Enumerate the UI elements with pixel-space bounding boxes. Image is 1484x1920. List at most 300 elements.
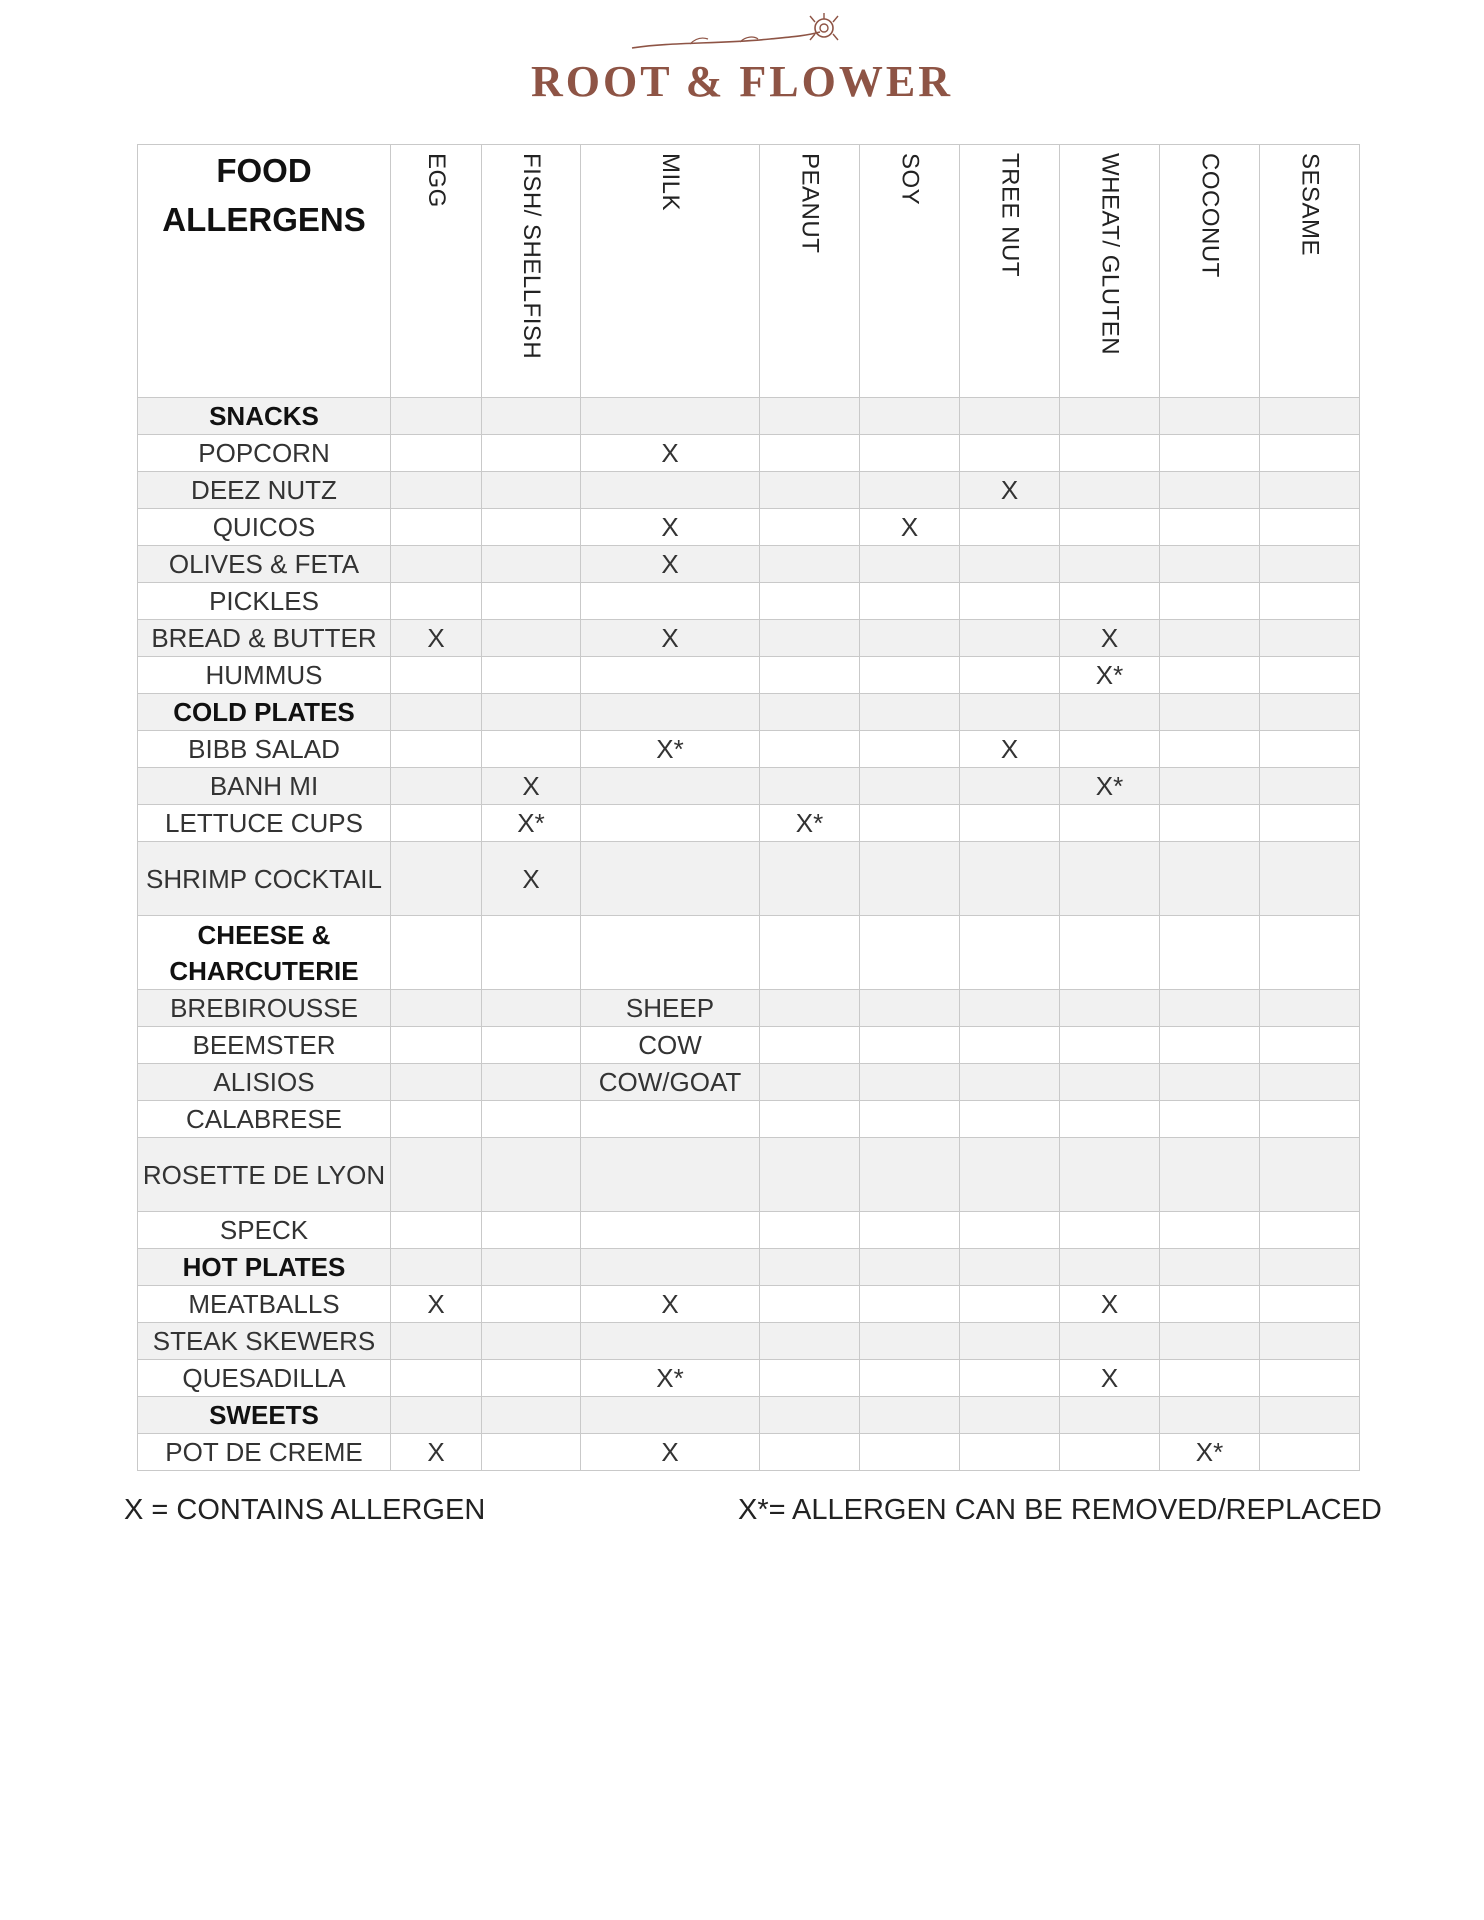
allergen-cell: X bbox=[860, 509, 960, 546]
allergen-cell bbox=[960, 1397, 1060, 1434]
allergen-cell bbox=[1260, 546, 1360, 583]
allergen-cell bbox=[581, 1138, 760, 1212]
menu-item-name: DEEZ NUTZ bbox=[138, 472, 391, 509]
allergen-cell bbox=[760, 916, 860, 990]
column-header-label: SESAME bbox=[1296, 153, 1324, 257]
allergen-cell bbox=[860, 1397, 960, 1434]
corner-title-line: ALLERGENS bbox=[162, 201, 366, 238]
allergen-cell bbox=[482, 1101, 581, 1138]
section-title: COLD PLATES bbox=[138, 694, 391, 731]
column-header-coconut bbox=[1160, 145, 1260, 398]
allergen-cell bbox=[391, 398, 482, 435]
allergen-cell bbox=[391, 768, 482, 805]
menu-item-name: QUICOS bbox=[138, 509, 391, 546]
allergen-cell bbox=[760, 583, 860, 620]
allergen-cell bbox=[482, 1434, 581, 1471]
allergen-cell bbox=[760, 731, 860, 768]
allergen-cell bbox=[1160, 657, 1260, 694]
legend-removable: X*= ALLERGEN CAN BE REMOVED/REPLACED bbox=[738, 1494, 1382, 1526]
allergen-cell: X bbox=[482, 768, 581, 805]
allergen-cell bbox=[1160, 731, 1260, 768]
allergen-cell bbox=[391, 435, 482, 472]
allergen-cell: X bbox=[391, 1286, 482, 1323]
allergen-cell bbox=[581, 1249, 760, 1286]
allergen-cell bbox=[581, 768, 760, 805]
allergen-cell bbox=[960, 1101, 1060, 1138]
allergen-cell: X bbox=[581, 509, 760, 546]
column-header-milk bbox=[581, 145, 760, 398]
allergen-cell bbox=[1260, 657, 1360, 694]
allergen-cell bbox=[1260, 398, 1360, 435]
allergen-cell bbox=[1160, 546, 1260, 583]
allergen-cell bbox=[860, 990, 960, 1027]
table-row bbox=[138, 1323, 1360, 1360]
allergen-cell bbox=[1160, 990, 1260, 1027]
column-header-label: PEANUT bbox=[796, 153, 824, 254]
table-row bbox=[138, 657, 1360, 694]
allergen-cell bbox=[391, 694, 482, 731]
allergen-cell bbox=[391, 842, 482, 916]
allergen-cell bbox=[860, 1286, 960, 1323]
allergen-cell bbox=[1060, 398, 1160, 435]
allergen-cell bbox=[960, 546, 1060, 583]
allergen-cell bbox=[482, 398, 581, 435]
allergen-cell bbox=[860, 583, 960, 620]
allergen-cell bbox=[860, 1434, 960, 1471]
allergen-cell bbox=[581, 1323, 760, 1360]
allergen-cell bbox=[391, 657, 482, 694]
allergen-cell bbox=[1160, 1323, 1260, 1360]
allergen-cell bbox=[860, 546, 960, 583]
menu-item-name: PICKLES bbox=[138, 583, 391, 620]
allergen-cell bbox=[1160, 1027, 1260, 1064]
allergen-cell: X bbox=[391, 620, 482, 657]
allergen-cell bbox=[482, 435, 581, 472]
allergen-cell bbox=[1160, 1064, 1260, 1101]
allergen-cell bbox=[391, 1027, 482, 1064]
allergen-cell bbox=[482, 1249, 581, 1286]
allergen-cell bbox=[391, 1360, 482, 1397]
allergen-cell bbox=[1060, 990, 1160, 1027]
section-row bbox=[138, 694, 1360, 731]
allergen-cell bbox=[391, 1212, 482, 1249]
allergen-cell bbox=[391, 916, 482, 990]
allergen-cell bbox=[960, 1360, 1060, 1397]
section-row bbox=[138, 1249, 1360, 1286]
allergen-cell bbox=[391, 1397, 482, 1434]
table-row bbox=[138, 1434, 1360, 1471]
allergen-cell bbox=[760, 1434, 860, 1471]
allergen-cell bbox=[391, 509, 482, 546]
allergen-cell bbox=[482, 1360, 581, 1397]
allergen-cell: COW/GOAT bbox=[581, 1064, 760, 1101]
allergen-cell bbox=[1260, 1434, 1360, 1471]
allergen-cell bbox=[760, 1064, 860, 1101]
allergen-cell bbox=[960, 1212, 1060, 1249]
allergen-cell bbox=[1160, 1138, 1260, 1212]
allergen-cell: X bbox=[1060, 620, 1160, 657]
allergen-cell bbox=[960, 1249, 1060, 1286]
column-header-egg bbox=[391, 145, 482, 398]
menu-item-name: SPECK bbox=[138, 1212, 391, 1249]
allergen-cell bbox=[1160, 435, 1260, 472]
allergen-cell bbox=[860, 1101, 960, 1138]
allergen-cell bbox=[960, 1286, 1060, 1323]
allergen-cell bbox=[1260, 805, 1360, 842]
table-row bbox=[138, 583, 1360, 620]
allergen-cell bbox=[760, 1249, 860, 1286]
allergen-cell bbox=[1060, 916, 1160, 990]
allergen-cell bbox=[1160, 768, 1260, 805]
allergen-cell bbox=[1060, 1138, 1160, 1212]
allergen-cell bbox=[760, 472, 860, 509]
allergen-cell bbox=[391, 472, 482, 509]
allergen-cell bbox=[1060, 435, 1160, 472]
allergen-cell bbox=[860, 1323, 960, 1360]
allergen-cell bbox=[391, 990, 482, 1027]
allergen-cell bbox=[760, 990, 860, 1027]
column-header-soy bbox=[860, 145, 960, 398]
allergen-cell bbox=[1260, 1101, 1360, 1138]
allergen-cell bbox=[581, 1212, 760, 1249]
allergen-cell bbox=[482, 1323, 581, 1360]
allergen-cell bbox=[960, 620, 1060, 657]
allergen-cell: X bbox=[581, 1286, 760, 1323]
allergen-cell bbox=[1060, 1212, 1160, 1249]
allergen-cell: X bbox=[960, 731, 1060, 768]
menu-item-name: BREBIROUSSE bbox=[138, 990, 391, 1027]
allergen-cell bbox=[391, 805, 482, 842]
allergen-cell bbox=[760, 842, 860, 916]
allergen-cell bbox=[482, 1397, 581, 1434]
allergen-cell bbox=[1060, 546, 1160, 583]
brand-name: ROOT & FLOWER bbox=[530, 57, 953, 106]
allergen-cell bbox=[860, 916, 960, 990]
allergen-cell bbox=[1260, 435, 1360, 472]
allergen-cell: X bbox=[581, 620, 760, 657]
allergen-cell bbox=[581, 657, 760, 694]
allergen-cell bbox=[391, 1064, 482, 1101]
allergen-cell bbox=[482, 990, 581, 1027]
allergen-cell bbox=[581, 805, 760, 842]
allergen-cell bbox=[1260, 1027, 1360, 1064]
table-row bbox=[138, 509, 1360, 546]
menu-item-name: OLIVES & FETA bbox=[138, 546, 391, 583]
table-row bbox=[138, 1101, 1360, 1138]
allergen-cell bbox=[960, 1138, 1060, 1212]
allergen-cell bbox=[482, 694, 581, 731]
allergen-cell bbox=[1260, 1323, 1360, 1360]
allergen-cell bbox=[760, 1027, 860, 1064]
allergen-cell bbox=[860, 657, 960, 694]
allergen-cell bbox=[1160, 842, 1260, 916]
allergen-cell bbox=[860, 398, 960, 435]
allergen-cell bbox=[860, 768, 960, 805]
allergen-cell bbox=[482, 620, 581, 657]
allergen-cell bbox=[1260, 916, 1360, 990]
menu-item-name: QUESADILLA bbox=[138, 1360, 391, 1397]
table-body bbox=[138, 398, 1360, 1471]
menu-item-name: STEAK SKEWERS bbox=[138, 1323, 391, 1360]
table-row bbox=[138, 1064, 1360, 1101]
menu-item-name: ROSETTE DE LYON bbox=[138, 1138, 391, 1212]
allergen-cell bbox=[860, 731, 960, 768]
allergen-cell bbox=[482, 472, 581, 509]
menu-item-name: POPCORN bbox=[138, 435, 391, 472]
allergen-cell bbox=[760, 1360, 860, 1397]
table-row bbox=[138, 1138, 1360, 1212]
allergen-cell bbox=[482, 509, 581, 546]
allergen-cell bbox=[1260, 1064, 1360, 1101]
allergen-cell bbox=[760, 1138, 860, 1212]
allergen-cell bbox=[482, 657, 581, 694]
allergen-cell: X bbox=[581, 435, 760, 472]
allergen-cell bbox=[1160, 398, 1260, 435]
allergen-cell bbox=[1160, 694, 1260, 731]
allergen-cell bbox=[482, 1027, 581, 1064]
column-header-label: WHEAT/ GLUTEN bbox=[1096, 153, 1124, 356]
allergen-cell: X* bbox=[581, 731, 760, 768]
allergen-cell bbox=[960, 916, 1060, 990]
allergen-cell bbox=[960, 435, 1060, 472]
allergen-cell bbox=[860, 435, 960, 472]
allergen-cell bbox=[960, 842, 1060, 916]
allergen-cell: X bbox=[581, 546, 760, 583]
allergen-cell bbox=[1260, 1360, 1360, 1397]
menu-item-name: LETTUCE CUPS bbox=[138, 805, 391, 842]
column-header-label: TREE NUT bbox=[996, 153, 1024, 277]
allergen-cell bbox=[1060, 1323, 1160, 1360]
allergen-cell bbox=[1160, 1249, 1260, 1286]
allergen-cell bbox=[1160, 1101, 1260, 1138]
allergen-cell bbox=[1060, 1434, 1160, 1471]
table-row bbox=[138, 1360, 1360, 1397]
corner-title-line: FOOD bbox=[216, 152, 312, 189]
allergen-cell bbox=[1160, 805, 1260, 842]
allergen-cell bbox=[391, 583, 482, 620]
allergen-cell bbox=[1260, 1138, 1360, 1212]
allergen-cell bbox=[760, 1397, 860, 1434]
menu-item-name: BEEMSTER bbox=[138, 1027, 391, 1064]
column-header-sesame bbox=[1260, 145, 1360, 398]
allergen-cell bbox=[1260, 620, 1360, 657]
allergen-cell bbox=[391, 1138, 482, 1212]
allergen-cell: X bbox=[1060, 1286, 1160, 1323]
section-row bbox=[138, 1397, 1360, 1434]
allergen-cell bbox=[1160, 1397, 1260, 1434]
column-header-tree-nut bbox=[960, 145, 1060, 398]
menu-item-name: ALISIOS bbox=[138, 1064, 391, 1101]
allergen-cell bbox=[960, 1434, 1060, 1471]
allergen-cell bbox=[1060, 731, 1160, 768]
allergen-cell bbox=[860, 1212, 960, 1249]
menu-item-name: BIBB SALAD bbox=[138, 731, 391, 768]
allergen-cell bbox=[860, 1027, 960, 1064]
allergen-cell bbox=[960, 805, 1060, 842]
allergen-cell bbox=[860, 1249, 960, 1286]
header-row bbox=[138, 145, 1360, 398]
allergen-cell bbox=[1260, 583, 1360, 620]
allergen-cell bbox=[1160, 509, 1260, 546]
allergen-cell bbox=[1260, 1397, 1360, 1434]
allergen-cell bbox=[860, 620, 960, 657]
allergen-cell bbox=[960, 1027, 1060, 1064]
allergen-cell bbox=[1060, 805, 1160, 842]
allergen-cell bbox=[860, 694, 960, 731]
allergen-cell bbox=[760, 620, 860, 657]
allergen-cell bbox=[760, 398, 860, 435]
allergen-cell: X* bbox=[1060, 657, 1160, 694]
allergen-cell: X bbox=[391, 1434, 482, 1471]
allergen-cell: X bbox=[482, 842, 581, 916]
allergen-cell bbox=[1160, 472, 1260, 509]
section-title: SWEETS bbox=[138, 1397, 391, 1434]
allergen-cell bbox=[860, 1064, 960, 1101]
allergen-cell bbox=[1260, 472, 1360, 509]
allergen-cell: COW bbox=[581, 1027, 760, 1064]
allergen-cell bbox=[1060, 842, 1160, 916]
allergen-cell: X bbox=[581, 1434, 760, 1471]
allergen-cell bbox=[960, 583, 1060, 620]
allergen-cell bbox=[1160, 583, 1260, 620]
allergen-cell bbox=[1260, 1249, 1360, 1286]
allergen-cell bbox=[1260, 694, 1360, 731]
allergen-cell bbox=[760, 768, 860, 805]
allergen-cell bbox=[860, 1360, 960, 1397]
table-row bbox=[138, 842, 1360, 916]
legend-contains: X = CONTAINS ALLERGEN bbox=[124, 1494, 486, 1526]
allergen-cell bbox=[1260, 1286, 1360, 1323]
allergen-cell bbox=[482, 916, 581, 990]
allergen-cell bbox=[760, 435, 860, 472]
table-row bbox=[138, 1286, 1360, 1323]
allergen-cell bbox=[1160, 916, 1260, 990]
table-row bbox=[138, 620, 1360, 657]
allergen-cell bbox=[482, 583, 581, 620]
allergen-cell bbox=[482, 1064, 581, 1101]
allergen-cell bbox=[391, 546, 482, 583]
allergen-cell: X bbox=[1060, 1360, 1160, 1397]
allergen-cell: X* bbox=[581, 1360, 760, 1397]
allergen-cell bbox=[760, 1286, 860, 1323]
allergen-cell: X* bbox=[1060, 768, 1160, 805]
allergen-cell bbox=[1260, 768, 1360, 805]
allergen-cell bbox=[482, 1138, 581, 1212]
allergen-cell bbox=[960, 1064, 1060, 1101]
allergen-cell bbox=[760, 546, 860, 583]
column-header-wheat-gluten bbox=[1060, 145, 1160, 398]
section-row bbox=[138, 916, 1360, 990]
allergen-cell bbox=[1060, 509, 1160, 546]
allergen-cell bbox=[1060, 1249, 1160, 1286]
allergen-cell: X* bbox=[1160, 1434, 1260, 1471]
allergen-cell bbox=[960, 768, 1060, 805]
allergen-cell bbox=[1060, 1101, 1160, 1138]
allergen-cell: X* bbox=[482, 805, 581, 842]
allergen-cell bbox=[391, 1101, 482, 1138]
allergen-cell bbox=[581, 398, 760, 435]
menu-item-name: CALABRESE bbox=[138, 1101, 391, 1138]
allergen-cell bbox=[1260, 509, 1360, 546]
allergen-cell bbox=[581, 1397, 760, 1434]
menu-item-name: POT DE CREME bbox=[138, 1434, 391, 1471]
column-header-label: EGG bbox=[423, 153, 450, 208]
table-row bbox=[138, 768, 1360, 805]
allergen-cell bbox=[960, 657, 1060, 694]
column-header-fish-shellfish bbox=[482, 145, 581, 398]
allergen-cell bbox=[960, 694, 1060, 731]
allergen-cell bbox=[760, 657, 860, 694]
allergen-cell: SHEEP bbox=[581, 990, 760, 1027]
table-row bbox=[138, 472, 1360, 509]
allergen-cell bbox=[860, 805, 960, 842]
allergen-cell bbox=[760, 509, 860, 546]
allergen-cell bbox=[482, 1212, 581, 1249]
allergen-cell bbox=[581, 1101, 760, 1138]
allergen-cell bbox=[860, 1138, 960, 1212]
column-header-label: SOY bbox=[896, 153, 924, 206]
allergen-cell bbox=[391, 1323, 482, 1360]
allergen-cell bbox=[760, 1212, 860, 1249]
allergen-cell bbox=[1060, 1027, 1160, 1064]
table-row bbox=[138, 1212, 1360, 1249]
column-header-label: COCONUT bbox=[1196, 153, 1224, 278]
allergen-cell bbox=[1060, 583, 1160, 620]
corner-title bbox=[138, 145, 391, 398]
allergen-cell bbox=[760, 1101, 860, 1138]
table-row bbox=[138, 990, 1360, 1027]
section-title: CHEESE & CHARCUTERIE bbox=[138, 916, 391, 990]
allergen-cell bbox=[960, 509, 1060, 546]
allergen-cell bbox=[391, 1249, 482, 1286]
section-row bbox=[138, 398, 1360, 435]
allergen-cell bbox=[960, 1323, 1060, 1360]
allergen-cell bbox=[1060, 1397, 1160, 1434]
allergen-cell bbox=[581, 472, 760, 509]
allergen-cell bbox=[1260, 990, 1360, 1027]
allergen-cell bbox=[482, 546, 581, 583]
column-header-label: MILK bbox=[657, 153, 684, 212]
table-row bbox=[138, 435, 1360, 472]
allergen-cell bbox=[1160, 620, 1260, 657]
allergen-cell bbox=[860, 842, 960, 916]
allergen-cell bbox=[581, 583, 760, 620]
allergen-cell bbox=[1060, 472, 1160, 509]
table-row bbox=[138, 1027, 1360, 1064]
allergen-cell bbox=[1060, 1064, 1160, 1101]
allergen-cell bbox=[960, 398, 1060, 435]
table-row bbox=[138, 731, 1360, 768]
allergen-cell: X* bbox=[760, 805, 860, 842]
menu-item-name: SHRIMP COCKTAIL bbox=[138, 842, 391, 916]
flower-stem-icon bbox=[630, 12, 840, 56]
allergen-cell bbox=[1160, 1212, 1260, 1249]
section-title: SNACKS bbox=[138, 398, 391, 435]
allergen-cell bbox=[1260, 842, 1360, 916]
allergen-cell bbox=[960, 990, 1060, 1027]
allergen-cell bbox=[760, 694, 860, 731]
allergen-cell bbox=[482, 1286, 581, 1323]
allergen-cell bbox=[860, 472, 960, 509]
allergen-cell bbox=[1060, 694, 1160, 731]
allergen-cell bbox=[1260, 1212, 1360, 1249]
column-header-peanut bbox=[760, 145, 860, 398]
menu-item-name: HUMMUS bbox=[138, 657, 391, 694]
table-row bbox=[138, 805, 1360, 842]
allergen-cell bbox=[1160, 1360, 1260, 1397]
menu-item-name: BANH MI bbox=[138, 768, 391, 805]
table-row bbox=[138, 546, 1360, 583]
